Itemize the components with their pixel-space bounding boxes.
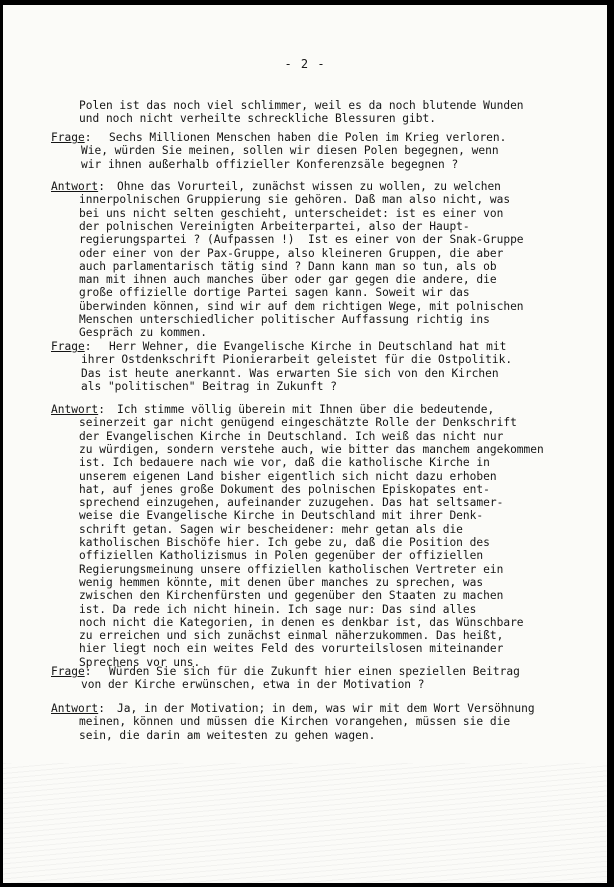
label-colon: : <box>98 403 105 416</box>
question-line: Sechs Millionen Menschen haben die Polen im Krieg verloren. <box>109 131 507 144</box>
question-line: wir ihnen außerhalb offizieller Konferenzsäle begegnen ? <box>81 157 459 171</box>
answer-line: weise die Evangelische Kirche in Deutschland mit ihrer Denk- <box>79 509 484 523</box>
interview-text <box>3 5 607 883</box>
answer-line: auch parlamentarisch tätig sind ? Dann kann man so tun, als ob <box>79 259 497 273</box>
question-label: Frage <box>51 131 85 144</box>
page-number: - 2 - <box>284 57 326 71</box>
answer-line: bei uns nicht selten geschieht, unterscheidet: ist es einer von <box>79 206 504 220</box>
answer-line: oder einer von der Pax-Gruppe, also kleineren Gruppen, die aber <box>79 246 504 260</box>
answer-line: hat, auf jenes große Dokument des polnischen Episkopates ent- <box>79 482 490 496</box>
answer-line: wenig hemmen könnte, mit denen über manches zu sprechen, was <box>79 575 484 589</box>
label-colon: : <box>84 665 92 678</box>
answer-line: innerpolnischen Gruppierung sie gehören. Daß man also nicht, was <box>79 193 511 207</box>
label-colon: : <box>98 702 105 715</box>
answer-line: sein, die darin am weitesten zu gehen wagen. <box>79 728 376 742</box>
answer-line: ist. Ich bedauere nach wie vor, daß die katholische Kirche in <box>79 456 490 470</box>
answer-line: sprechend einzugehen, aufeinander zuzugehen. Das hat seltsamer- <box>79 496 504 510</box>
question-label: Frage <box>51 340 85 353</box>
answer-line: schrift getan. Sagen wir bescheidener: mehr getan als die <box>79 522 463 536</box>
answer-line: zu würdigen, sondern verstehe auch, wie bitter das manchem angekommen <box>79 442 544 456</box>
question-label: Frage <box>51 665 85 678</box>
answer-label: Antwort <box>51 702 99 715</box>
answer-line: seinerzeit gar nicht genügend eingeschätzte Rolle der Denkschrift <box>79 416 517 430</box>
question-line: Wie, würden Sie meinen, sollen wir diesen Polen begegnen, wenn <box>81 144 499 158</box>
answer-label: Antwort <box>51 403 99 416</box>
answer-line: meinen, können und müssen die Kirchen vorangehen, müssen sie die <box>79 715 511 729</box>
answer-line: der Evangelischen Kirche in Deutschland. Ich weiß das nicht nur <box>79 429 504 443</box>
question-line: Würden Sie sich für die Zukunft hier einen speziellen Beitrag <box>109 665 520 678</box>
answer-line: hier liegt noch ein weites Feld des vorurteilslosen miteinander <box>79 642 504 656</box>
answer-line: man mit ihnen auch manches über oder gar gegen die andere, die <box>79 273 497 287</box>
answer-line: offiziellen Katholizismus in Polen gegenüber der offiziellen <box>79 549 484 563</box>
answer-line: Ich stimme völlig überein mit Ihnen über die bedeutende, <box>117 403 495 416</box>
label-colon: : <box>84 340 92 353</box>
answer-label: Antwort <box>51 180 99 193</box>
answer-line: Sprechens vor uns. <box>79 655 201 669</box>
answer-line: Ja, in der Motivation; in dem, was wir mit dem Wort Versöhnung <box>117 702 535 715</box>
question-line: Herr Wehner, die Evangelische Kirche in Deutschland hat mit <box>109 340 507 353</box>
label-colon: : <box>84 131 92 144</box>
answer-line: überwinden können, sind wir auf dem richtigen Wege, mit polnischen <box>79 299 524 313</box>
answer-line: Ohne das Vorurteil, zunächst wissen zu wollen, zu welchen <box>117 180 501 193</box>
answer-line: katholischen Bischöfe hier. Ich gebe zu, daß die Position des <box>79 536 490 549</box>
question-line: Das ist heute anerkannt. Was erwarten Sie sich von den Kirchen <box>81 366 499 380</box>
document-page <box>3 5 607 883</box>
answer-line: große offizielle dortige Partei sagen kann. Soweit wir das <box>79 286 470 300</box>
answer-line: Gespräch zu kommen. <box>79 326 207 340</box>
text-line: und noch nicht verheilte schreckliche Blessuren gibt. <box>79 112 436 126</box>
question-line: von der Kirche erwünschen, etwa in der Motivation ? <box>81 678 425 692</box>
answer-line: noch nicht die Kategorien, in denen es denkbar ist, das Wünschbare <box>79 615 524 629</box>
answer-line: ist. Da rede ich nicht hinein. Ich sage nur: Das sind alles <box>79 602 477 616</box>
answer-line: Regierungsmeinung unsere offiziellen katholischen Vertreter ein <box>79 562 504 576</box>
question-line: ihrer Ostdenkschrift Pionierarbeit geleistet für die Ostpolitik. <box>81 353 513 367</box>
answer-line: unserem eigenen Land bisher eigentlich sich nicht dazu erhoben <box>79 469 497 483</box>
answer-line: zu erreichen und sich zunächst einmal näherzukommen. Das heißt, <box>79 629 504 643</box>
answer-line: der polnischen Vereinigten Arbeiterpartei, also der Haupt- <box>79 219 470 233</box>
question-line: als "politischen" Beitrag in Zukunft ? <box>81 379 337 393</box>
answer-line: Menschen unterschiedlicher politischer Auffassung richtig ins <box>79 313 490 326</box>
text-line: Polen ist das noch viel schlimmer, weil es da noch blutende Wunden <box>79 99 524 112</box>
answer-line: regierungspartei ? (Aufpassen !) Ist es einer von der Snak-Gruppe <box>79 233 524 247</box>
label-colon: : <box>98 180 105 193</box>
answer-line: zwischen den Kirchenfürsten und gegenüber den Staaten zu machen <box>79 589 504 603</box>
